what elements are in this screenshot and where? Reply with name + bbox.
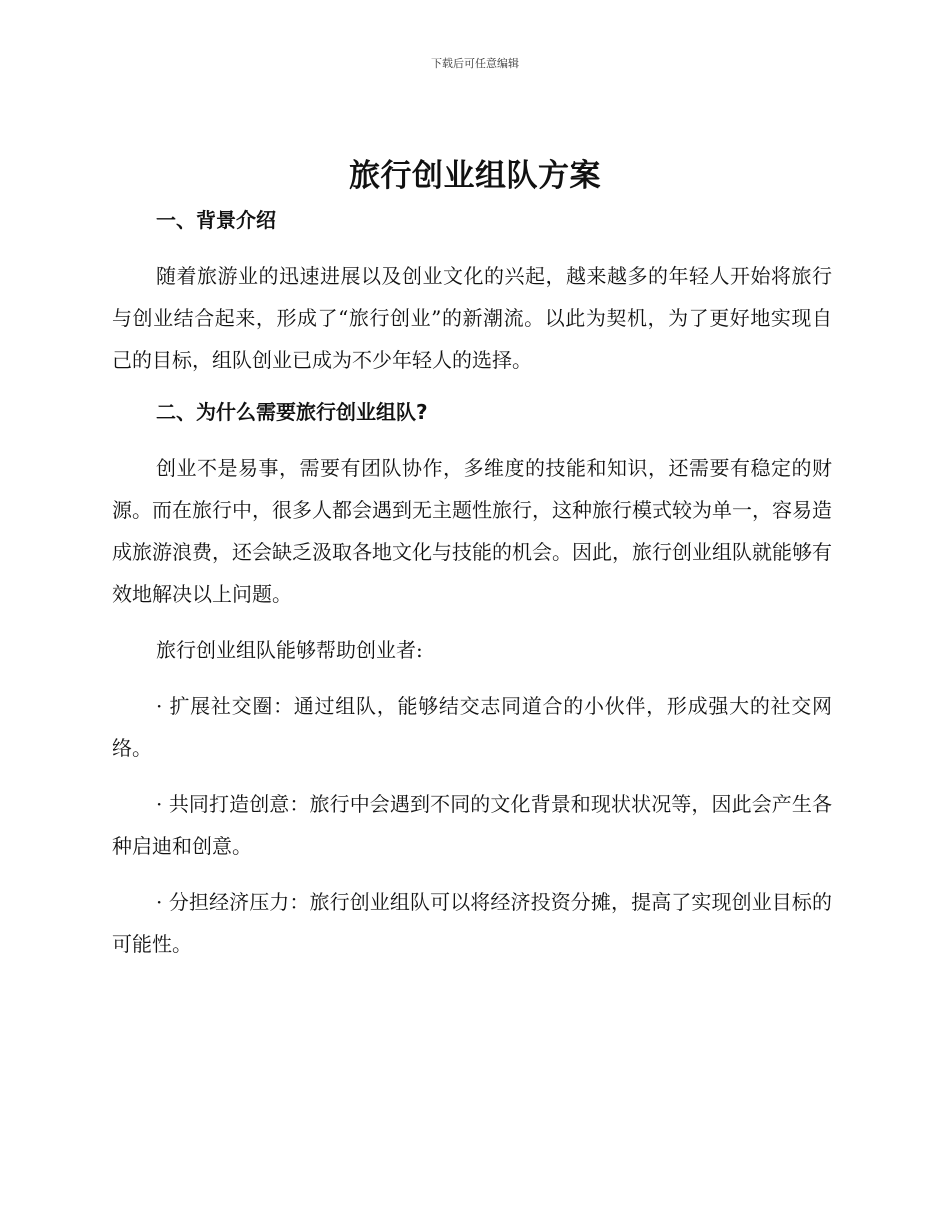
section-heading-background: 一、背景介绍	[156, 208, 276, 232]
paragraph-why: 创业不是易事，需要有团队协作，多维度的技能和知识，还需要有稳定的财源。而在旅行中，很多人都会遇到无主题性旅行，这种旅行模式较为单一，容易造成旅游浪费，还会缺乏汲取各地文化与技能的机会。因此，旅行创业组队就能够有效地解决以上问题。	[112, 456, 832, 606]
bullet-social-circle: · 扩展社交圈：通过组队，能够结交志同道合的小伙伴，形成强大的社交网络。	[112, 694, 832, 760]
header-note: 下载后可任意编辑	[431, 57, 519, 70]
document-title: 旅行创业组队方案	[349, 158, 601, 194]
bullet-creativity: · 共同打造创意：旅行中会遇到不同的文化背景和现状状况等，因此会产生各种启迪和创意。	[112, 792, 832, 858]
document-body	[112, 203, 832, 965]
paragraph-background: 随着旅游业的迅速进展以及创业文化的兴起，越来越多的年轻人开始将旅行与创业结合起来，形成了“旅行创业”的新潮流。以此为契机，为了更好地实现自己的目标，组队创业已成为不少年轻人的选择。	[112, 264, 832, 372]
section-heading-why: 二、为什么需要旅行创业组队?	[156, 400, 428, 424]
bullet-economic-pressure: · 分担经济压力：旅行创业组队可以将经济投资分摊，提高了实现创业目标的可能性。	[112, 890, 832, 956]
paragraph-benefits-intro: 旅行创业组队能够帮助创业者:	[156, 638, 423, 662]
